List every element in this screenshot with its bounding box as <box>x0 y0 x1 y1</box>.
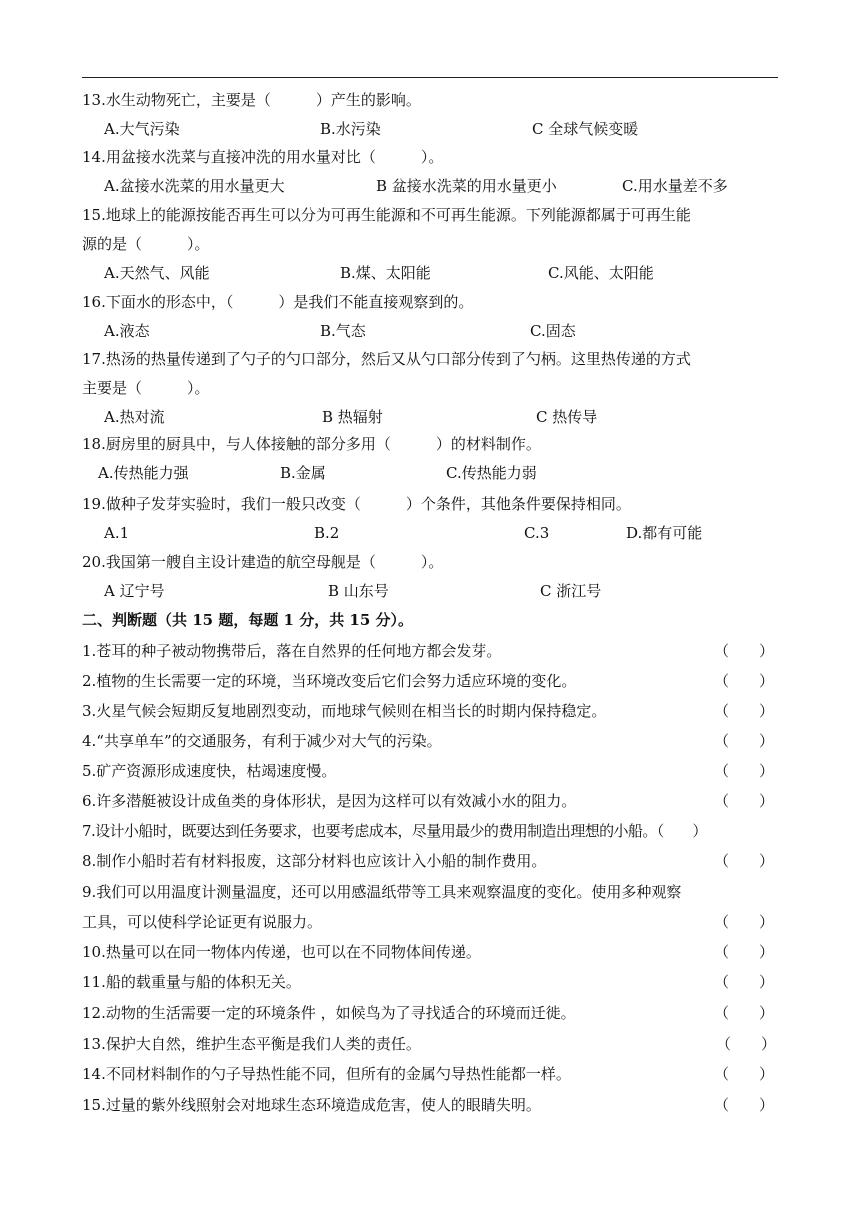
judge-item-3: 3.火星气候会短期反复地剧烈变动，而地球气候则在相当长的时期内保持稳定。 <box>82 702 607 720</box>
question-18-stem: 18.厨房里的厨具中，与人体接触的部分多用（ ）的材料制作。 <box>82 435 541 453</box>
question-15-stem: 15.地球上的能源按能否再生可以分为可再生能源和不可再生能源。下列能源都属于可再生能 <box>82 206 691 224</box>
question-20-option-c: C 浙江号 <box>540 582 602 600</box>
judge-item-5-paren: （ ） <box>714 762 775 780</box>
judge-item-3-paren: （ ） <box>714 702 775 720</box>
judge-item-9: 9.我们可以用温度计测量温度，还可以用感温纸带等工具来观察温度的变化。使用多种观察 <box>82 883 682 901</box>
question-14-option-b: B 盆接水洗菜的用水量更小 <box>376 177 557 195</box>
judge-item-10-paren: （ ） <box>714 943 775 961</box>
question-15-option-a: A.天然气、风能 <box>104 264 210 282</box>
judge-item-1-paren: （ ） <box>714 642 775 660</box>
judge-item-15-paren: （ ） <box>714 1096 775 1114</box>
judge-item-14-paren: （ ） <box>714 1065 775 1083</box>
question-17-option-a: A.热对流 <box>104 408 165 426</box>
question-19-stem: 19.做种子发芽实验时，我们一般只改变（ ）个条件，其他条件要保持相同。 <box>82 495 631 513</box>
judge-item-2: 2.植物的生长需要一定的环境，当环境改变后它们会努力适应环境的变化。 <box>82 672 577 690</box>
judge-item-7: 7.设计小船时，既要达到任务要求，也要考虑成本，尽量用最少的费用制造出理想的小船。（ ） <box>82 822 707 840</box>
judge-item-6-paren: （ ） <box>714 792 775 810</box>
question-16-option-c: C.固态 <box>530 322 576 340</box>
question-13-stem: 13.水生动物死亡，主要是（ ）产生的影响。 <box>82 91 421 109</box>
judge-item-12: 12.动物的生活需要一定的环境条件 ，如候鸟为了寻找适合的环境而迁徙。 <box>82 1004 576 1022</box>
question-19-option-d: D.都有可能 <box>626 524 703 542</box>
judge-item-8-paren: （ ） <box>714 852 775 870</box>
question-18-option-c: C.传热能力弱 <box>446 464 537 482</box>
judge-item-6: 6.许多潜艇被设计成鱼类的身体形状，是因为这样可以有效减小水的阻力。 <box>82 792 577 810</box>
header-rule <box>82 77 778 78</box>
question-20-option-b: B 山东号 <box>328 582 389 600</box>
judge-section-title: 二、判断题（共 15 题，每题 1 分，共 15 分）。 <box>82 611 414 629</box>
judge-item-4: 4.“共享单车”的交通服务，有利于减少对大气的污染。 <box>82 732 442 750</box>
judge-item-9-cont: 工具，可以使科学论证更有说服力。 <box>82 913 323 931</box>
question-13-option-c: C 全球气候变暖 <box>532 120 639 138</box>
judge-item-13-paren: （ ） <box>716 1035 777 1053</box>
judge-item-15: 15.过量的紫外线照射会对地球生态环境造成危害，使人的眼睛失明。 <box>82 1096 541 1114</box>
question-17-stem: 17.热汤的热量传递到了勺子的勺口部分，然后又从勺口部分传到了勺柄。这里热传递的方式 <box>82 350 691 368</box>
question-14-option-a: A.盆接水洗菜的用水量更大 <box>104 177 285 195</box>
question-17-option-b: B 热辐射 <box>322 408 383 426</box>
question-14-option-c: C.用水量差不多 <box>622 177 728 195</box>
question-15-option-b: B.煤、太阳能 <box>340 264 431 282</box>
judge-item-2-paren: （ ） <box>714 672 775 690</box>
judge-item-12-paren: （ ） <box>714 1004 775 1022</box>
question-17-stem-cont: 主要是（ ）。 <box>82 379 210 397</box>
judge-item-9-paren: （ ） <box>714 913 775 931</box>
judge-item-10: 10.热量可以在同一物体内传递，也可以在不同物体间传递。 <box>82 943 481 961</box>
question-16-option-b: B.气态 <box>320 322 366 340</box>
question-13-option-a: A.大气污染 <box>104 120 180 138</box>
judge-item-11-paren: （ ） <box>714 973 775 991</box>
question-18-option-a: A.传热能力强 <box>98 464 189 482</box>
judge-item-11: 11.船的载重量与船的体积无关。 <box>82 973 301 991</box>
question-20-option-a: A 辽宁号 <box>104 582 165 600</box>
question-17-option-c: C 热传导 <box>536 408 598 426</box>
question-20-stem: 20.我国第一艘自主设计建造的航空母舰是（ ）。 <box>82 553 444 571</box>
judge-item-13: 13.保护大自然，维护生态平衡是我们人类的责任。 <box>82 1035 421 1053</box>
question-15-option-c: C.风能、太阳能 <box>548 264 654 282</box>
question-15-stem-cont: 源的是（ ）。 <box>82 235 210 253</box>
question-19-option-a: A.1 <box>104 524 130 542</box>
judge-item-14: 14.不同材料制作的勺子导热性能不同，但所有的金属勺导热性能都一样。 <box>82 1065 571 1083</box>
judge-item-8: 8.制作小船时若有材料报废，这部分材料也应该计入小船的制作费用。 <box>82 852 547 870</box>
question-19-option-c: C.3 <box>524 524 550 542</box>
question-18-option-b: B.金属 <box>280 464 326 482</box>
judge-item-5: 5.矿产资源形成速度快，枯竭速度慢。 <box>82 762 337 780</box>
judge-item-4-paren: （ ） <box>714 732 775 750</box>
question-13-option-b: B.水污染 <box>320 120 381 138</box>
question-16-option-a: A.液态 <box>104 322 150 340</box>
question-14-stem: 14.用盆接水洗菜与直接冲洗的用水量对比（ ）。 <box>82 148 444 166</box>
judge-item-1: 1.苍耳的种子被动物携带后，落在自然界的任何地方都会发芽。 <box>82 642 502 660</box>
question-16-stem: 16.下面水的形态中，（ ）是我们不能直接观察到的。 <box>82 293 474 311</box>
question-19-option-b: B.2 <box>314 524 340 542</box>
